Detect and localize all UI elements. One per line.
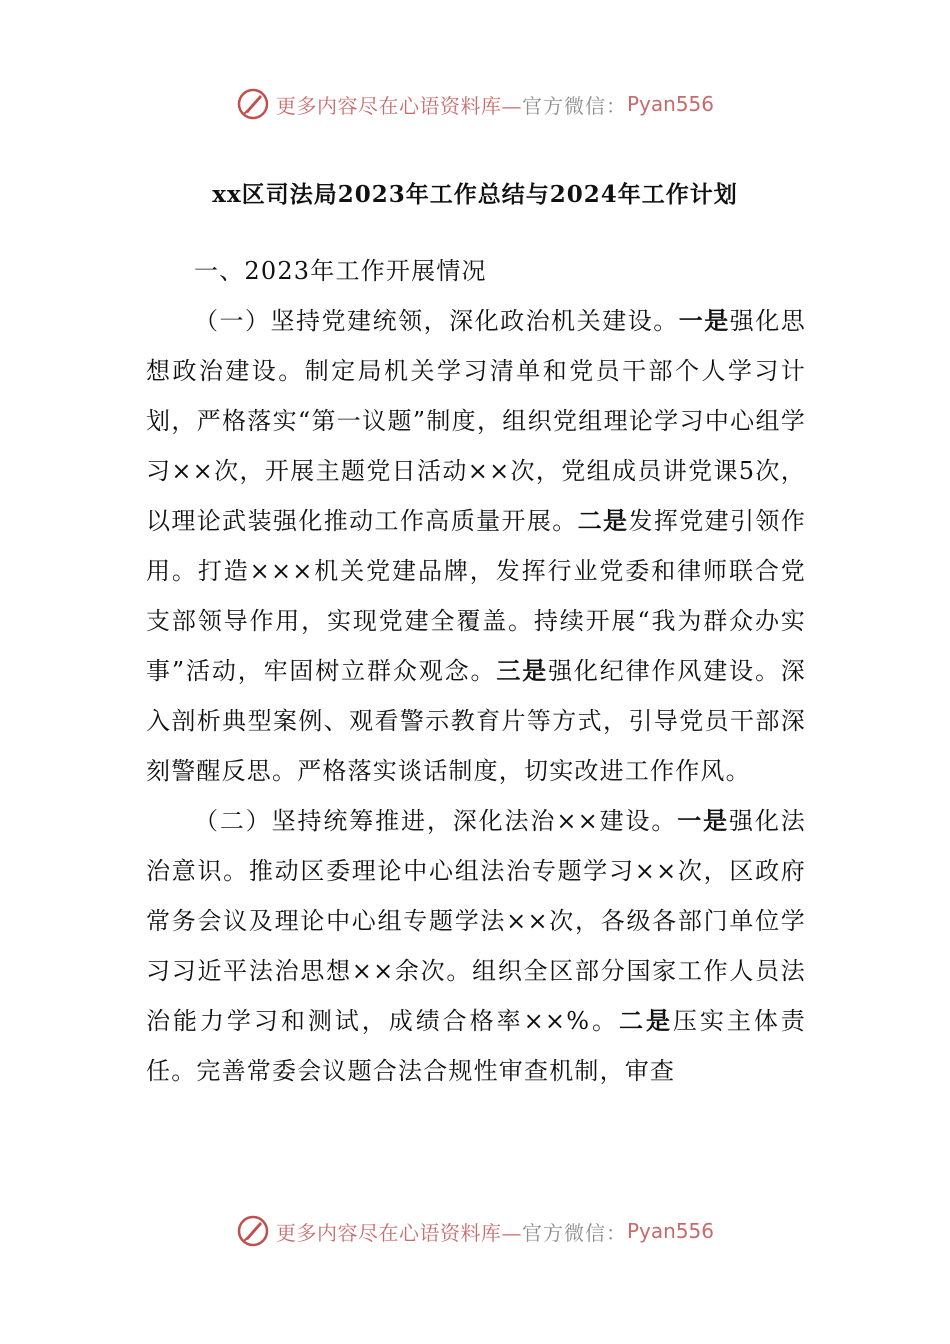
bold-lead: 二是 [618, 1006, 673, 1035]
document-body [146, 246, 806, 1096]
text-run: （二）坚持统筹推进，深化法治××建设。 [194, 807, 678, 835]
watermark-footer [0, 1211, 950, 1251]
section-heading: 一、2023年工作开展情况 [194, 257, 487, 285]
paragraph-1 [146, 296, 806, 796]
text-run: 强化纪律作风建设。深入剖析典型案例、观看警示教育片等方式，引导党员干部深刻警醒反思。严格落实谈话制度，切实改进工作作风。 [146, 657, 807, 785]
bold-lead: 三是 [496, 656, 549, 685]
text-run: 强化法治意识。推动区委理论中心组法治专题学习××次，区政府常务会议及理论中心组专题学法××次，各级各部门单位学习习近平法治思想××余次。组织全区部分国家工作人员法治能力学习和测试，成绩合格率××%。 [146, 807, 806, 1035]
watermark-text: 更多内容尽在心语资料库— [275, 93, 522, 118]
text-run: （一）坚持党建统领，深化政治机关建设。 [194, 307, 679, 335]
watermark-header [0, 84, 950, 124]
watermark-text: 更多内容尽在心语资料库— [275, 1220, 522, 1245]
watermark-wechat-label: 官方微信： [521, 1220, 627, 1245]
quill-logo-icon [236, 1214, 270, 1248]
text-run: 强化思想政治建设。制定局机关学习清单和党员干部个人学习计划，严格落实“第一议题”制度，组织党组理论学习中心组学习××次，开展主题党日活动××次，党组成员讲党课5次，以理论武装强化推动工作高质量开展。 [146, 307, 806, 535]
bold-lead: 一是 [678, 306, 730, 335]
watermark-wechat-label: 官方微信： [521, 93, 627, 118]
text-run: 压实主体责任。完善常委会议题合法合规性审查机制，审查 [146, 1007, 807, 1085]
paragraph-2 [146, 796, 806, 1096]
text-run: 发挥党建引领作用。打造×××机关党建品牌，发挥行业党委和律师联合党支部领导作用，实现党建全覆盖。持续开展“我为群众办实事”活动，牢固树立群众观念。 [146, 507, 807, 685]
watermark-wechat-id: Pyan556 [626, 92, 714, 116]
document-title: xx区司法局2023年工作总结与2024年工作计划 [212, 181, 738, 208]
quill-logo-icon [236, 87, 270, 121]
bold-lead: 一是 [677, 806, 730, 835]
watermark-wechat-id: Pyan556 [626, 1219, 714, 1243]
bold-lead: 二是 [577, 506, 629, 535]
